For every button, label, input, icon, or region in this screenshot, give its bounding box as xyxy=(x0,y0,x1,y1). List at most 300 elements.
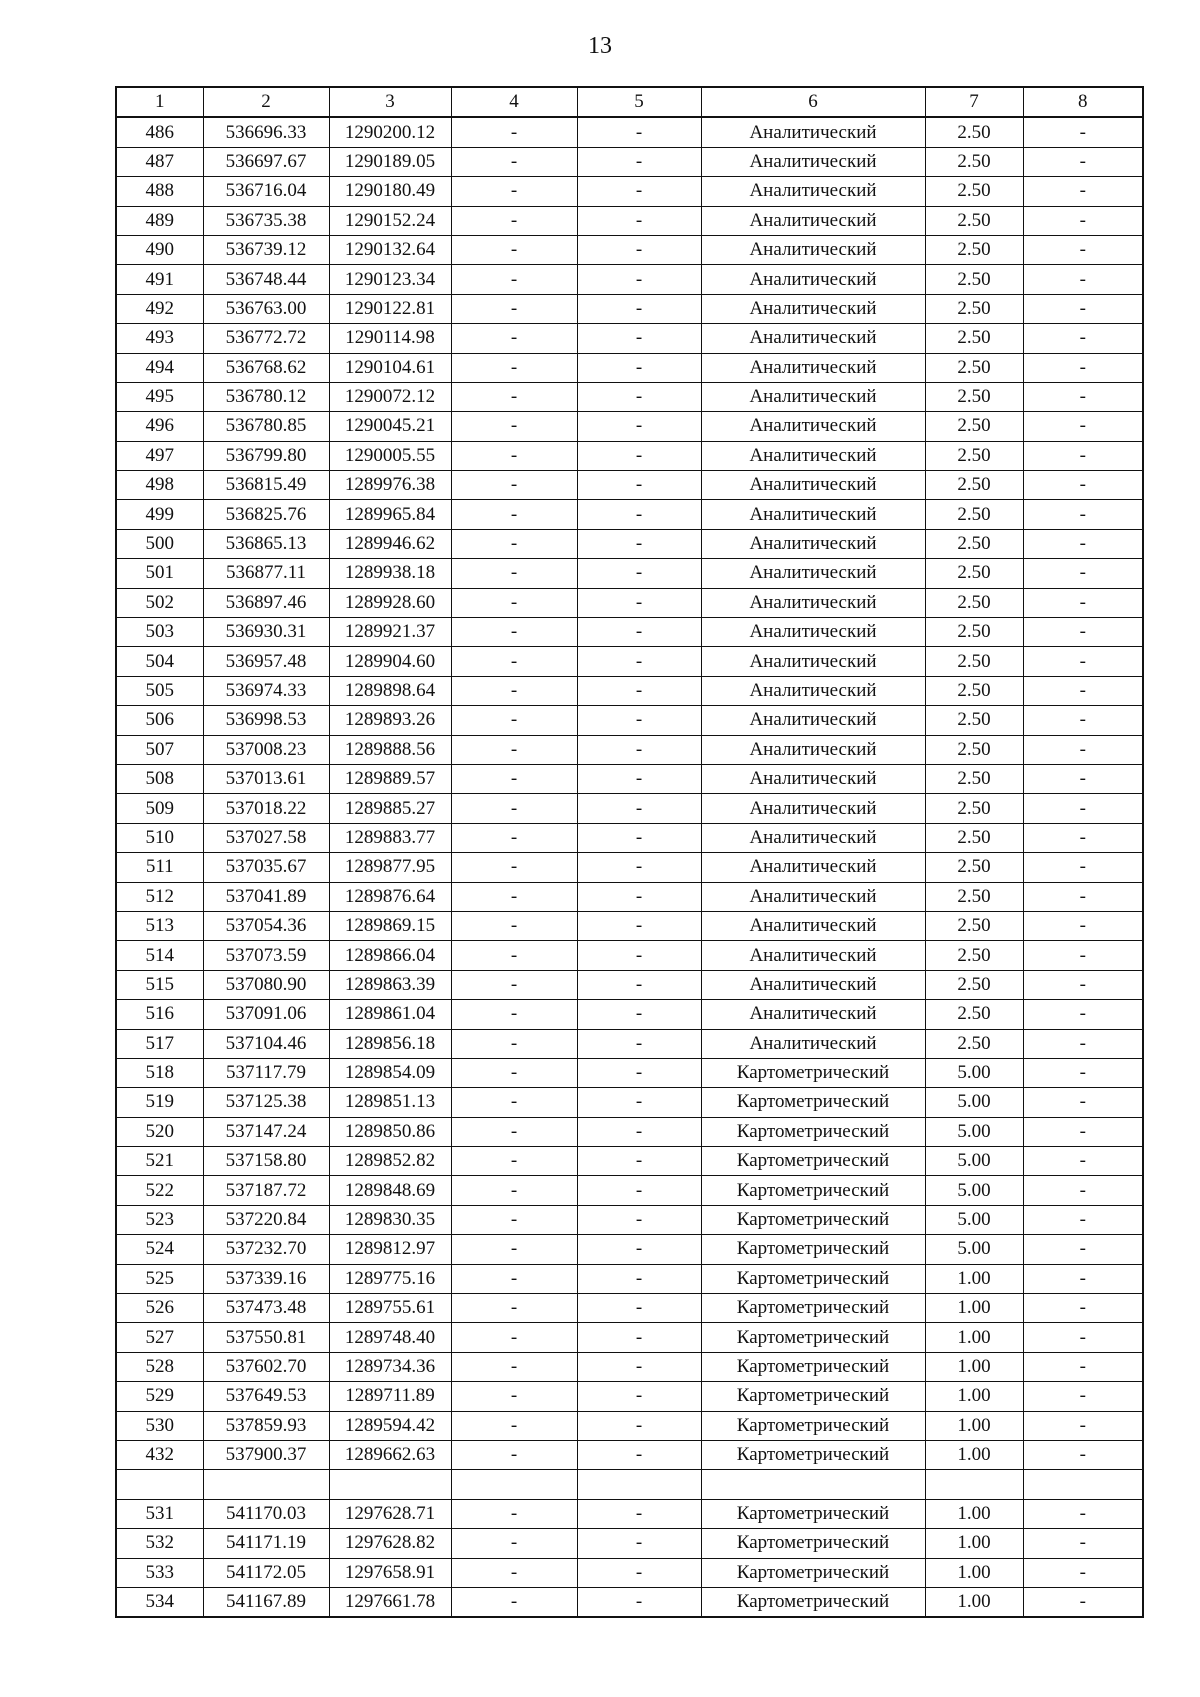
table-row xyxy=(116,1294,1143,1323)
method-cell: Аналитический xyxy=(701,794,925,823)
column-5-cell: - xyxy=(577,1440,701,1469)
x-coordinate-cell: 537158.80 xyxy=(203,1147,329,1176)
x-coordinate-cell: 537073.59 xyxy=(203,941,329,970)
x-coordinate-cell: 536897.46 xyxy=(203,588,329,617)
column-header: 7 xyxy=(925,87,1023,117)
method-cell: Аналитический xyxy=(701,911,925,940)
column-4-cell: - xyxy=(451,1352,577,1381)
column-4-cell: - xyxy=(451,1264,577,1293)
column-5-cell: - xyxy=(577,1176,701,1205)
table-row xyxy=(116,1088,1143,1117)
method-cell: Картометрический xyxy=(701,1529,925,1558)
accuracy-cell: 5.00 xyxy=(925,1176,1023,1205)
point-number-cell: 491 xyxy=(116,265,203,294)
column-8-cell: - xyxy=(1023,1147,1143,1176)
column-header: 5 xyxy=(577,87,701,117)
y-coordinate-cell: 1289965.84 xyxy=(329,500,451,529)
accuracy-cell: 2.50 xyxy=(925,324,1023,353)
point-number-cell: 497 xyxy=(116,441,203,470)
column-8-cell: - xyxy=(1023,1587,1143,1617)
x-coordinate-cell: 537473.48 xyxy=(203,1294,329,1323)
column-5-cell: - xyxy=(577,441,701,470)
point-number-cell: 507 xyxy=(116,735,203,764)
x-coordinate-cell: 537859.93 xyxy=(203,1411,329,1440)
column-8-cell: - xyxy=(1023,1235,1143,1264)
table-row xyxy=(116,353,1143,382)
point-number-cell: 517 xyxy=(116,1029,203,1058)
x-coordinate-cell: 536825.76 xyxy=(203,500,329,529)
accuracy-cell: 2.50 xyxy=(925,911,1023,940)
x-coordinate-cell: 537018.22 xyxy=(203,794,329,823)
method-cell: Картометрический xyxy=(701,1558,925,1587)
table-row xyxy=(116,235,1143,264)
table-row xyxy=(116,911,1143,940)
method-cell: Аналитический xyxy=(701,294,925,323)
x-coordinate-cell: 537220.84 xyxy=(203,1205,329,1234)
column-8-cell: - xyxy=(1023,117,1143,147)
column-4-cell: - xyxy=(451,471,577,500)
column-5-cell: - xyxy=(577,970,701,999)
column-5-cell: - xyxy=(577,147,701,176)
method-cell xyxy=(701,1470,925,1499)
column-5-cell: - xyxy=(577,706,701,735)
column-5-cell: - xyxy=(577,324,701,353)
column-8-cell: - xyxy=(1023,559,1143,588)
table-row xyxy=(116,294,1143,323)
column-4-cell: - xyxy=(451,647,577,676)
y-coordinate-cell: 1289928.60 xyxy=(329,588,451,617)
column-8-cell: - xyxy=(1023,500,1143,529)
method-cell: Картометрический xyxy=(701,1058,925,1087)
column-5-cell: - xyxy=(577,1235,701,1264)
table-row xyxy=(116,559,1143,588)
y-coordinate-cell: 1289830.35 xyxy=(329,1205,451,1234)
table-row xyxy=(116,1382,1143,1411)
column-8-cell: - xyxy=(1023,911,1143,940)
y-coordinate-cell: 1289869.15 xyxy=(329,911,451,940)
y-coordinate-cell xyxy=(329,1470,451,1499)
accuracy-cell: 2.50 xyxy=(925,853,1023,882)
column-4-cell: - xyxy=(451,382,577,411)
column-5-cell: - xyxy=(577,206,701,235)
x-coordinate-cell: 541171.19 xyxy=(203,1529,329,1558)
x-coordinate-cell: 537013.61 xyxy=(203,764,329,793)
x-coordinate-cell: 536697.67 xyxy=(203,147,329,176)
accuracy-cell: 2.50 xyxy=(925,235,1023,264)
column-5-cell: - xyxy=(577,618,701,647)
y-coordinate-cell: 1289877.95 xyxy=(329,853,451,882)
column-4-cell: - xyxy=(451,147,577,176)
y-coordinate-cell: 1290122.81 xyxy=(329,294,451,323)
column-4-cell: - xyxy=(451,235,577,264)
accuracy-cell: 1.00 xyxy=(925,1440,1023,1469)
column-5-cell: - xyxy=(577,1294,701,1323)
table-row xyxy=(116,794,1143,823)
table-row xyxy=(116,382,1143,411)
point-number-cell: 523 xyxy=(116,1205,203,1234)
method-cell: Аналитический xyxy=(701,324,925,353)
y-coordinate-cell: 1289854.09 xyxy=(329,1058,451,1087)
accuracy-cell: 2.50 xyxy=(925,647,1023,676)
table-row xyxy=(116,882,1143,911)
point-number-cell: 509 xyxy=(116,794,203,823)
table-row xyxy=(116,1470,1143,1499)
method-cell: Аналитический xyxy=(701,265,925,294)
point-number-cell: 506 xyxy=(116,706,203,735)
table-row xyxy=(116,1529,1143,1558)
accuracy-cell: 2.50 xyxy=(925,265,1023,294)
method-cell: Аналитический xyxy=(701,235,925,264)
table-row xyxy=(116,1499,1143,1528)
column-8-cell: - xyxy=(1023,1000,1143,1029)
accuracy-cell: 2.50 xyxy=(925,676,1023,705)
point-number-cell: 501 xyxy=(116,559,203,588)
column-4-cell: - xyxy=(451,794,577,823)
column-4-cell: - xyxy=(451,735,577,764)
column-8-cell: - xyxy=(1023,529,1143,558)
column-8-cell: - xyxy=(1023,1323,1143,1352)
column-4-cell: - xyxy=(451,764,577,793)
accuracy-cell: 2.50 xyxy=(925,382,1023,411)
point-number-cell: 519 xyxy=(116,1088,203,1117)
column-8-cell: - xyxy=(1023,1558,1143,1587)
point-number-cell: 533 xyxy=(116,1558,203,1587)
column-5-cell: - xyxy=(577,500,701,529)
point-number-cell: 525 xyxy=(116,1264,203,1293)
column-8-cell: - xyxy=(1023,618,1143,647)
table-row xyxy=(116,265,1143,294)
column-5-cell: - xyxy=(577,1587,701,1617)
method-cell: Аналитический xyxy=(701,382,925,411)
y-coordinate-cell: 1289812.97 xyxy=(329,1235,451,1264)
x-coordinate-cell: 536716.04 xyxy=(203,177,329,206)
table-row xyxy=(116,1440,1143,1469)
column-8-cell: - xyxy=(1023,1411,1143,1440)
y-coordinate-cell: 1289946.62 xyxy=(329,529,451,558)
y-coordinate-cell: 1289976.38 xyxy=(329,471,451,500)
x-coordinate-cell: 536974.33 xyxy=(203,676,329,705)
column-8-cell: - xyxy=(1023,147,1143,176)
column-5-cell: - xyxy=(577,1117,701,1146)
y-coordinate-cell: 1290152.24 xyxy=(329,206,451,235)
accuracy-cell: 1.00 xyxy=(925,1558,1023,1587)
table-row xyxy=(116,706,1143,735)
point-number-cell: 521 xyxy=(116,1147,203,1176)
accuracy-cell: 5.00 xyxy=(925,1088,1023,1117)
table-row xyxy=(116,1235,1143,1264)
y-coordinate-cell: 1289848.69 xyxy=(329,1176,451,1205)
column-4-cell: - xyxy=(451,853,577,882)
table-row xyxy=(116,1587,1143,1617)
point-number-cell: 527 xyxy=(116,1323,203,1352)
column-8-cell: - xyxy=(1023,823,1143,852)
column-8-cell: - xyxy=(1023,706,1143,735)
y-coordinate-cell: 1297628.71 xyxy=(329,1499,451,1528)
point-number-cell: 518 xyxy=(116,1058,203,1087)
y-coordinate-cell: 1290072.12 xyxy=(329,382,451,411)
column-4-cell: - xyxy=(451,500,577,529)
point-number-cell: 531 xyxy=(116,1499,203,1528)
column-8-cell: - xyxy=(1023,1440,1143,1469)
column-5-cell: - xyxy=(577,676,701,705)
accuracy-cell: 2.50 xyxy=(925,764,1023,793)
column-5-cell: - xyxy=(577,764,701,793)
column-8-cell: - xyxy=(1023,676,1143,705)
accuracy-cell: 2.50 xyxy=(925,823,1023,852)
column-4-cell: - xyxy=(451,1088,577,1117)
x-coordinate-cell: 537117.79 xyxy=(203,1058,329,1087)
method-cell: Картометрический xyxy=(701,1088,925,1117)
y-coordinate-cell: 1297628.82 xyxy=(329,1529,451,1558)
column-8-cell: - xyxy=(1023,1088,1143,1117)
column-4-cell: - xyxy=(451,1529,577,1558)
column-4-cell: - xyxy=(451,882,577,911)
x-coordinate-cell: 536696.33 xyxy=(203,117,329,147)
column-4-cell: - xyxy=(451,970,577,999)
table-row xyxy=(116,941,1143,970)
accuracy-cell: 1.00 xyxy=(925,1587,1023,1617)
accuracy-cell xyxy=(925,1470,1023,1499)
table-row xyxy=(116,1352,1143,1381)
column-8-cell: - xyxy=(1023,1058,1143,1087)
accuracy-cell: 2.50 xyxy=(925,588,1023,617)
table-row xyxy=(116,117,1143,147)
point-number-cell: 489 xyxy=(116,206,203,235)
y-coordinate-cell: 1290132.64 xyxy=(329,235,451,264)
column-4-cell: - xyxy=(451,324,577,353)
column-5-cell: - xyxy=(577,823,701,852)
table-row xyxy=(116,1176,1143,1205)
column-5-cell: - xyxy=(577,265,701,294)
column-8-cell: - xyxy=(1023,647,1143,676)
column-5-cell: - xyxy=(577,911,701,940)
table-row xyxy=(116,970,1143,999)
y-coordinate-cell: 1289775.16 xyxy=(329,1264,451,1293)
column-4-cell: - xyxy=(451,559,577,588)
table-row xyxy=(116,823,1143,852)
y-coordinate-cell: 1289883.77 xyxy=(329,823,451,852)
x-coordinate-cell: 537550.81 xyxy=(203,1323,329,1352)
column-4-cell: - xyxy=(451,676,577,705)
method-cell: Аналитический xyxy=(701,618,925,647)
y-coordinate-cell: 1289893.26 xyxy=(329,706,451,735)
method-cell: Аналитический xyxy=(701,706,925,735)
column-8-cell: - xyxy=(1023,1117,1143,1146)
point-number-cell: 490 xyxy=(116,235,203,264)
accuracy-cell: 1.00 xyxy=(925,1411,1023,1440)
column-5-cell: - xyxy=(577,1088,701,1117)
accuracy-cell: 5.00 xyxy=(925,1117,1023,1146)
table-row xyxy=(116,324,1143,353)
column-4-cell: - xyxy=(451,294,577,323)
table-row xyxy=(116,1411,1143,1440)
accuracy-cell: 2.50 xyxy=(925,500,1023,529)
column-8-cell: - xyxy=(1023,471,1143,500)
accuracy-cell: 1.00 xyxy=(925,1323,1023,1352)
method-cell: Картометрический xyxy=(701,1587,925,1617)
y-coordinate-cell: 1289850.86 xyxy=(329,1117,451,1146)
column-8-cell: - xyxy=(1023,441,1143,470)
y-coordinate-cell: 1289594.42 xyxy=(329,1411,451,1440)
method-cell: Аналитический xyxy=(701,647,925,676)
point-number-cell: 514 xyxy=(116,941,203,970)
accuracy-cell: 5.00 xyxy=(925,1147,1023,1176)
table-row xyxy=(116,1117,1143,1146)
x-coordinate-cell: 541167.89 xyxy=(203,1587,329,1617)
x-coordinate-cell: 536768.62 xyxy=(203,353,329,382)
x-coordinate-cell: 537187.72 xyxy=(203,1176,329,1205)
accuracy-cell: 2.50 xyxy=(925,529,1023,558)
point-number-cell xyxy=(116,1470,203,1499)
y-coordinate-cell: 1290123.34 xyxy=(329,265,451,294)
point-number-cell: 513 xyxy=(116,911,203,940)
table-row xyxy=(116,1029,1143,1058)
x-coordinate-cell: 541170.03 xyxy=(203,1499,329,1528)
column-8-cell: - xyxy=(1023,235,1143,264)
column-8-cell: - xyxy=(1023,294,1143,323)
y-coordinate-cell: 1289888.56 xyxy=(329,735,451,764)
method-cell: Аналитический xyxy=(701,441,925,470)
column-4-cell: - xyxy=(451,706,577,735)
column-8-cell xyxy=(1023,1470,1143,1499)
x-coordinate-cell: 536865.13 xyxy=(203,529,329,558)
column-8-cell: - xyxy=(1023,764,1143,793)
x-coordinate-cell: 537147.24 xyxy=(203,1117,329,1146)
method-cell: Аналитический xyxy=(701,177,925,206)
table-row xyxy=(116,206,1143,235)
x-coordinate-cell: 537104.46 xyxy=(203,1029,329,1058)
column-4-cell: - xyxy=(451,206,577,235)
column-4-cell: - xyxy=(451,1587,577,1617)
table-row xyxy=(116,412,1143,441)
method-cell: Аналитический xyxy=(701,588,925,617)
column-header: 2 xyxy=(203,87,329,117)
column-8-cell: - xyxy=(1023,735,1143,764)
accuracy-cell: 1.00 xyxy=(925,1294,1023,1323)
accuracy-cell: 5.00 xyxy=(925,1058,1023,1087)
table-header-row xyxy=(116,87,1143,117)
y-coordinate-cell: 1289866.04 xyxy=(329,941,451,970)
method-cell: Картометрический xyxy=(701,1382,925,1411)
column-8-cell: - xyxy=(1023,1499,1143,1528)
table-row xyxy=(116,177,1143,206)
method-cell: Аналитический xyxy=(701,735,925,764)
x-coordinate-cell: 537027.58 xyxy=(203,823,329,852)
accuracy-cell: 2.50 xyxy=(925,441,1023,470)
accuracy-cell: 1.00 xyxy=(925,1352,1023,1381)
point-number-cell: 526 xyxy=(116,1294,203,1323)
y-coordinate-cell: 1289755.61 xyxy=(329,1294,451,1323)
column-8-cell: - xyxy=(1023,941,1143,970)
column-5-cell: - xyxy=(577,177,701,206)
method-cell: Аналитический xyxy=(701,823,925,852)
column-4-cell: - xyxy=(451,1558,577,1587)
x-coordinate-cell: 537008.23 xyxy=(203,735,329,764)
column-4-cell: - xyxy=(451,941,577,970)
accuracy-cell: 2.50 xyxy=(925,735,1023,764)
column-4-cell: - xyxy=(451,1411,577,1440)
column-4-cell: - xyxy=(451,618,577,647)
x-coordinate-cell: 537091.06 xyxy=(203,1000,329,1029)
accuracy-cell: 1.00 xyxy=(925,1499,1023,1528)
column-4-cell: - xyxy=(451,1117,577,1146)
x-coordinate-cell: 537054.36 xyxy=(203,911,329,940)
y-coordinate-cell: 1297661.78 xyxy=(329,1587,451,1617)
column-8-cell: - xyxy=(1023,1294,1143,1323)
column-8-cell: - xyxy=(1023,970,1143,999)
method-cell: Аналитический xyxy=(701,412,925,441)
y-coordinate-cell: 1289885.27 xyxy=(329,794,451,823)
x-coordinate-cell: 537602.70 xyxy=(203,1352,329,1381)
x-coordinate-cell: 536748.44 xyxy=(203,265,329,294)
column-4-cell: - xyxy=(451,823,577,852)
point-number-cell: 486 xyxy=(116,117,203,147)
column-5-cell xyxy=(577,1470,701,1499)
column-5-cell: - xyxy=(577,1499,701,1528)
point-number-cell: 520 xyxy=(116,1117,203,1146)
column-4-cell xyxy=(451,1470,577,1499)
method-cell: Аналитический xyxy=(701,1000,925,1029)
column-4-cell: - xyxy=(451,1499,577,1528)
method-cell: Аналитический xyxy=(701,529,925,558)
table-row xyxy=(116,529,1143,558)
accuracy-cell: 1.00 xyxy=(925,1529,1023,1558)
method-cell: Картометрический xyxy=(701,1117,925,1146)
column-8-cell: - xyxy=(1023,1264,1143,1293)
column-5-cell: - xyxy=(577,1205,701,1234)
x-coordinate-cell: 537232.70 xyxy=(203,1235,329,1264)
x-coordinate-cell: 541172.05 xyxy=(203,1558,329,1587)
point-number-cell: 498 xyxy=(116,471,203,500)
point-number-cell: 524 xyxy=(116,1235,203,1264)
column-5-cell: - xyxy=(577,1000,701,1029)
accuracy-cell: 5.00 xyxy=(925,1235,1023,1264)
y-coordinate-cell: 1290189.05 xyxy=(329,147,451,176)
point-number-cell: 528 xyxy=(116,1352,203,1381)
column-5-cell: - xyxy=(577,382,701,411)
column-5-cell: - xyxy=(577,235,701,264)
y-coordinate-cell: 1289861.04 xyxy=(329,1000,451,1029)
accuracy-cell: 2.50 xyxy=(925,970,1023,999)
method-cell: Аналитический xyxy=(701,559,925,588)
point-number-cell: 505 xyxy=(116,676,203,705)
page-number: 13 xyxy=(588,33,612,59)
column-4-cell: - xyxy=(451,177,577,206)
x-coordinate-cell: 537649.53 xyxy=(203,1382,329,1411)
table-body xyxy=(116,117,1143,1617)
table-row xyxy=(116,500,1143,529)
point-number-cell: 522 xyxy=(116,1176,203,1205)
y-coordinate-cell: 1289711.89 xyxy=(329,1382,451,1411)
point-number-cell: 494 xyxy=(116,353,203,382)
table-row xyxy=(116,853,1143,882)
column-header: 3 xyxy=(329,87,451,117)
column-8-cell: - xyxy=(1023,794,1143,823)
point-number-cell: 504 xyxy=(116,647,203,676)
accuracy-cell: 2.50 xyxy=(925,794,1023,823)
column-5-cell: - xyxy=(577,735,701,764)
column-5-cell: - xyxy=(577,1382,701,1411)
column-4-cell: - xyxy=(451,1147,577,1176)
column-8-cell: - xyxy=(1023,265,1143,294)
column-header: 4 xyxy=(451,87,577,117)
column-4-cell: - xyxy=(451,1294,577,1323)
method-cell: Картометрический xyxy=(701,1147,925,1176)
table-row xyxy=(116,618,1143,647)
accuracy-cell: 2.50 xyxy=(925,147,1023,176)
y-coordinate-cell: 1297658.91 xyxy=(329,1558,451,1587)
table-row xyxy=(116,588,1143,617)
